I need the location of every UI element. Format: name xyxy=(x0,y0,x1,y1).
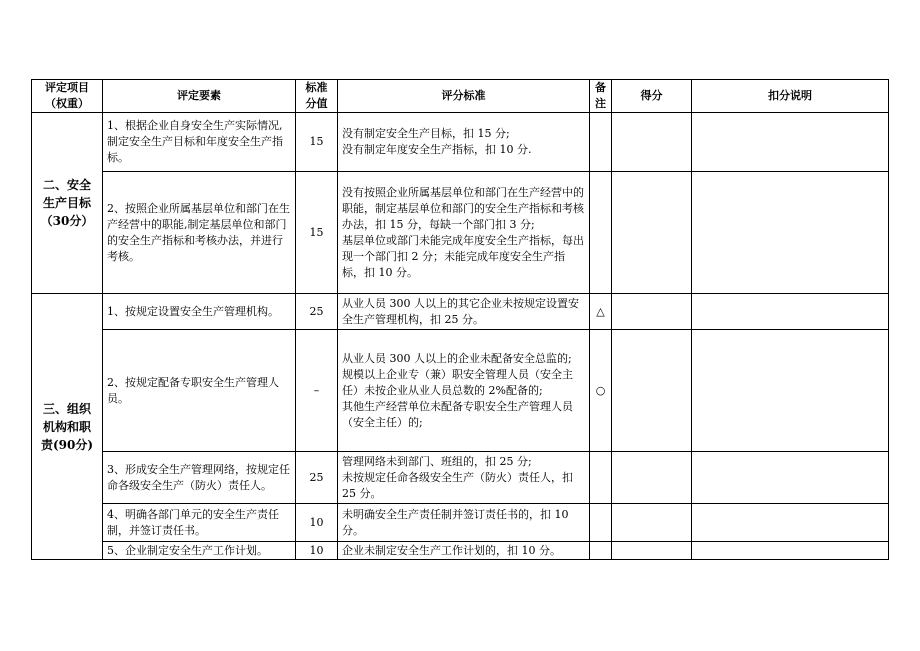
criteria-cell: 企业未制定安全生产工作计划的，扣 10 分。 xyxy=(338,542,590,560)
deduct-cell xyxy=(692,542,889,560)
criteria-cell: 从业人员 300 人以上的企业未配备安全总监的; 规模以上企业专（兼）职安全管理人员（安全主任）未按企业从业人员总数的 2%配备的; 其他生产经营单位未配备专职安全生产管理人员（安全主任）的; xyxy=(338,330,590,452)
score-cell: 10 xyxy=(296,504,338,542)
got-cell xyxy=(612,294,692,330)
criteria-cell: 从业人员 300 人以上的其它企业未按规定设置安全生产管理机构，扣 25 分。 xyxy=(338,294,590,330)
table-row xyxy=(32,294,889,330)
score-cell: 15 xyxy=(296,113,338,172)
score-cell: 25 xyxy=(296,452,338,504)
score-cell: – xyxy=(296,330,338,452)
note-cell xyxy=(590,542,612,560)
criteria-cell: 管理网络未到部门、班组的，扣 25 分; 未按规定任命各级安全生产（防火）责任人，扣 25 分。 xyxy=(338,452,590,504)
criteria-cell: 没有按照企业所属基层单位和部门在生产经营中的职能，制定基层单位和部门的安全生产指标和考核办法，扣 15 分，每缺一个部门扣 3 分; 基层单位或部门未能完成年度安全生产指标，每出现一个部门扣 2 分；未能完成年度安全生产指标，扣 10 分。 xyxy=(338,172,590,294)
scoring-table xyxy=(31,79,889,560)
score-cell: 10 xyxy=(296,542,338,560)
deduct-cell xyxy=(692,113,889,172)
element-cell: 3、形成安全生产管理网络，按规定任命各级安全生产（防火）责任人。 xyxy=(103,452,296,504)
score-cell: 25 xyxy=(296,294,338,330)
table-row xyxy=(32,113,889,172)
got-cell xyxy=(612,542,692,560)
note-cell xyxy=(590,113,612,172)
note-cell: △ xyxy=(590,294,612,330)
deduct-cell xyxy=(692,330,889,452)
criteria-cell: 没有制定安全生产目标，扣 15 分; 没有制定年度安全生产指标，扣 10 分. xyxy=(338,113,590,172)
got-cell xyxy=(612,504,692,542)
got-cell xyxy=(612,452,692,504)
element-cell: 2、按照企业所属基层单位和部门在生产经营中的职能,制定基层单位和部门的安全生产指标和考核办法，并进行考核。 xyxy=(103,172,296,294)
element-cell: 1、根据企业自身安全生产实际情况,制定安全生产目标和年度安全生产指标。 xyxy=(103,113,296,172)
element-cell: 5、企业制定安全生产工作计划。 xyxy=(103,542,296,560)
element-cell: 1、按规定设置安全生产管理机构。 xyxy=(103,294,296,330)
note-cell: ○ xyxy=(590,330,612,452)
element-cell: 4、明确各部门单元的安全生产责任制，并签订责任书。 xyxy=(103,504,296,542)
table-row xyxy=(32,452,889,504)
header-element: 评定要素 xyxy=(103,80,296,113)
category-cell: 二、安全 生产目标 （30分） xyxy=(32,113,103,294)
got-cell xyxy=(612,172,692,294)
header-note: 备 注 xyxy=(590,80,612,113)
header-criteria: 评分标准 xyxy=(338,80,590,113)
note-cell xyxy=(590,172,612,294)
table-row xyxy=(32,330,889,452)
deduct-cell xyxy=(692,172,889,294)
header-row xyxy=(32,80,889,113)
category-cell: 三、组织 机构和职 责(90分) xyxy=(32,294,103,560)
note-cell xyxy=(590,504,612,542)
header-score: 标准 分值 xyxy=(296,80,338,113)
table-row xyxy=(32,542,889,560)
got-cell xyxy=(612,330,692,452)
deduct-cell xyxy=(692,452,889,504)
note-cell xyxy=(590,452,612,504)
header-got: 得分 xyxy=(612,80,692,113)
element-cell: 2、按规定配备专职安全生产管理人员。 xyxy=(103,330,296,452)
table-row xyxy=(32,172,889,294)
header-deduct: 扣分说明 xyxy=(692,80,889,113)
table-row xyxy=(32,504,889,542)
score-cell: 15 xyxy=(296,172,338,294)
header-item: 评定项目 （权重） xyxy=(32,80,103,113)
deduct-cell xyxy=(692,504,889,542)
criteria-cell: 未明确安全生产责任制并签订责任书的，扣 10 分。 xyxy=(338,504,590,542)
got-cell xyxy=(612,113,692,172)
deduct-cell xyxy=(692,294,889,330)
